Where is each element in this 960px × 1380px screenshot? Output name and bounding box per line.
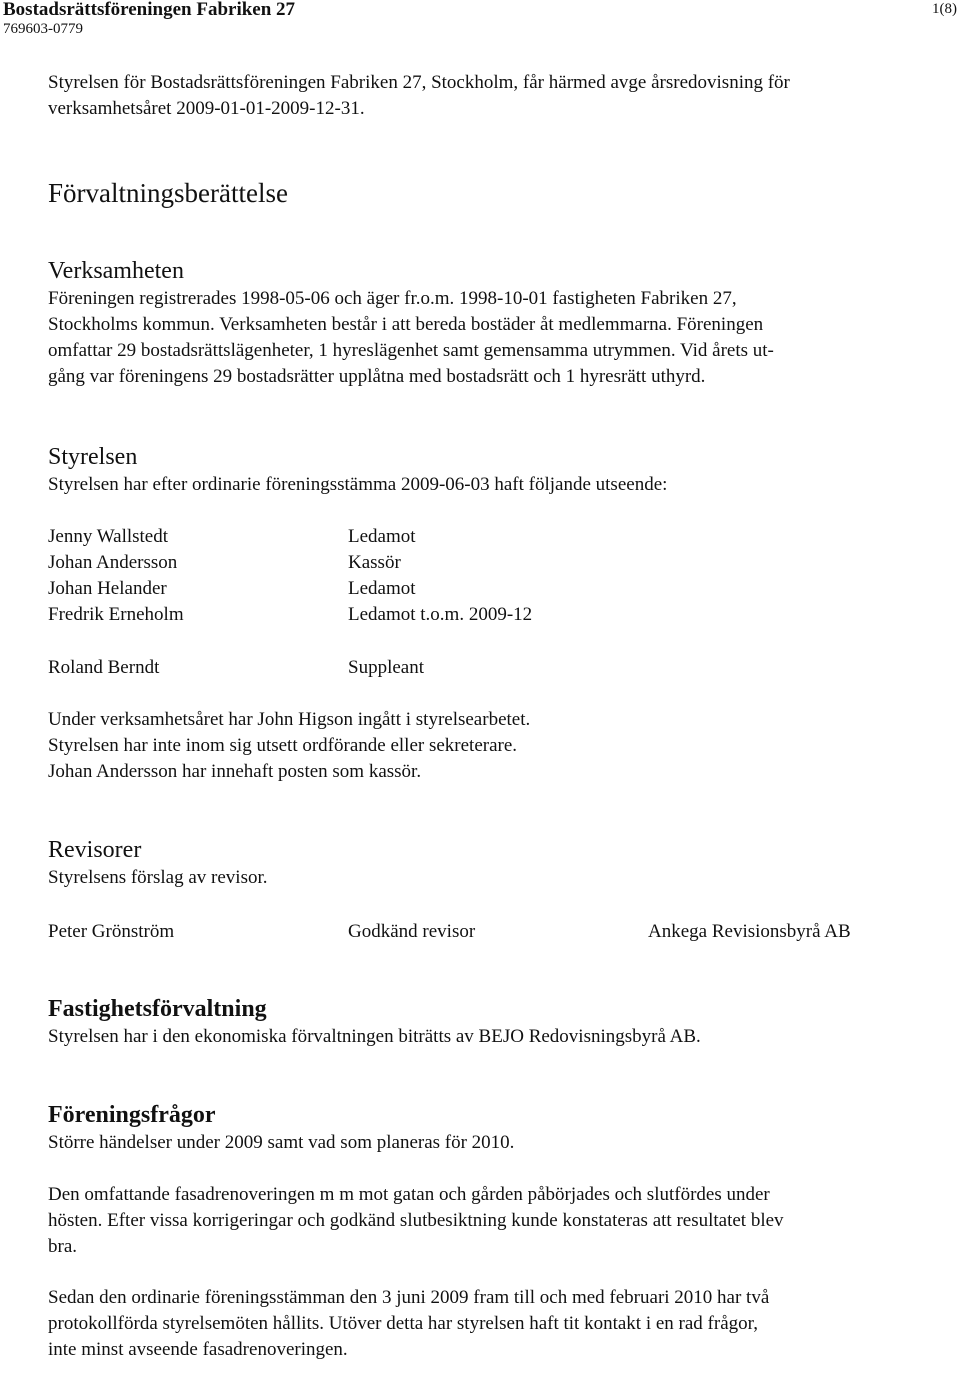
verksamheten-line: omfattar 29 bostadsrättslägenheter, 1 hyreslägenhet samt gemensamma utrymmen. Vid årets ut- — [48, 340, 774, 361]
section-heading-verksamheten: Verksamheten — [48, 258, 184, 284]
board-notes — [48, 707, 918, 785]
board-substitute — [48, 655, 918, 681]
board-members-list — [48, 524, 918, 628]
board-note: Under verksamhetsåret har John Higson ingått i styrelsearbetet. — [48, 709, 531, 730]
board-note: Styrelsen har inte inom sig utsett ordförande eller sekreterare. — [48, 735, 518, 756]
board-member-name: Johan Helander — [48, 578, 167, 599]
board-member-name: Jenny Wallstedt — [48, 526, 169, 547]
board-note: Johan Andersson har innehaft posten som kassör. — [48, 761, 422, 782]
board-member-name: Fredrik Erneholm — [48, 604, 184, 625]
section-heading-revisorer: Revisorer — [48, 837, 142, 863]
page-title: Förvaltningsberättelse — [48, 178, 288, 208]
section-heading-fastighetsforvaltning: Fastighetsförvaltning — [48, 996, 267, 1022]
paragraph-line: Den omfattande fasadrenoveringen m m mot gatan och gården påbörjades och slutfördes under — [48, 1184, 770, 1205]
verksamheten-line: gång var föreningens 29 bostadsrätter upplåtna med bostadsrätt och 1 hyresrätt uthyrd. — [48, 366, 706, 387]
foreningsfragor-paragraph — [48, 1285, 918, 1363]
intro-text: Styrelsen för Bostadsrättsföreningen Fabriken 27, Stockholm, får härmed avge årsredovisning för verksamhetsåret 2009-01-01-2009-12-31. — [48, 72, 790, 119]
board-member-role: Ledamot — [348, 578, 416, 599]
organization-number: 769603-0779 — [3, 21, 83, 37]
board-member-role: Kassör — [348, 552, 401, 573]
substitute-role: Suppleant — [348, 657, 424, 678]
fastighetsforvaltning-text: Styrelsen har i den ekonomiska förvaltningen biträtts av BEJO Redovisningsbyrå AB. — [48, 1026, 701, 1047]
paragraph-line: hösten. Efter vissa korrigeringar och godkänd slutbesiktning kunde konstateras att resultatet blev — [48, 1210, 784, 1231]
revisorer-intro: Styrelsens förslag av revisor. — [48, 867, 268, 888]
organization-name: Bostadsrättsföreningen Fabriken 27 — [3, 0, 296, 20]
section-heading-foreningsfragor: Föreningsfrågor — [48, 1102, 216, 1128]
page-number: 1(8) — [932, 1, 957, 17]
board-member-name: Johan Andersson — [48, 552, 178, 573]
substitute-name: Roland Berndt — [48, 657, 160, 678]
foreningsfragor-paragraph — [48, 1182, 918, 1260]
auditor-row — [48, 919, 918, 945]
paragraph-line: Sedan den ordinarie föreningsstämman den 3 juni 2009 fram till och med februari 2010 har två — [48, 1287, 770, 1308]
foreningsfragor-intro: Större händelser under 2009 samt vad som planeras för 2010. — [48, 1132, 515, 1153]
paragraph-line: bra. — [48, 1236, 78, 1257]
board-member-role: Ledamot t.o.m. 2009-12 — [348, 604, 533, 625]
section-heading-styrelsen: Styrelsen — [48, 444, 138, 470]
auditor-name: Peter Grönström — [48, 921, 175, 942]
auditor-title: Godkänd revisor — [348, 921, 476, 942]
document-body — [48, 70, 918, 1363]
verksamheten-line: Stockholms kommun. Verksamheten består i att bereda bostäder åt medlemmarna. Föreningen — [48, 314, 764, 335]
paragraph-line: protokollförda styrelsemöten hållits. Utöver detta har styrelsen haft tit kontakt i en rad frågor, — [48, 1313, 758, 1334]
verksamheten-line: Föreningen registrerades 1998-05-06 och äger fr.o.m. 1998-10-01 fastigheten Fabriken 27, — [48, 288, 737, 309]
styrelsen-intro: Styrelsen har efter ordinarie föreningsstämma 2009-06-03 haft följande utseende: — [48, 474, 668, 495]
board-member-role: Ledamot — [348, 526, 416, 547]
auditor-firm: Ankega Revisionsbyrå AB — [648, 921, 851, 942]
paragraph-line: inte minst avseende fasadrenoveringen. — [48, 1339, 348, 1360]
